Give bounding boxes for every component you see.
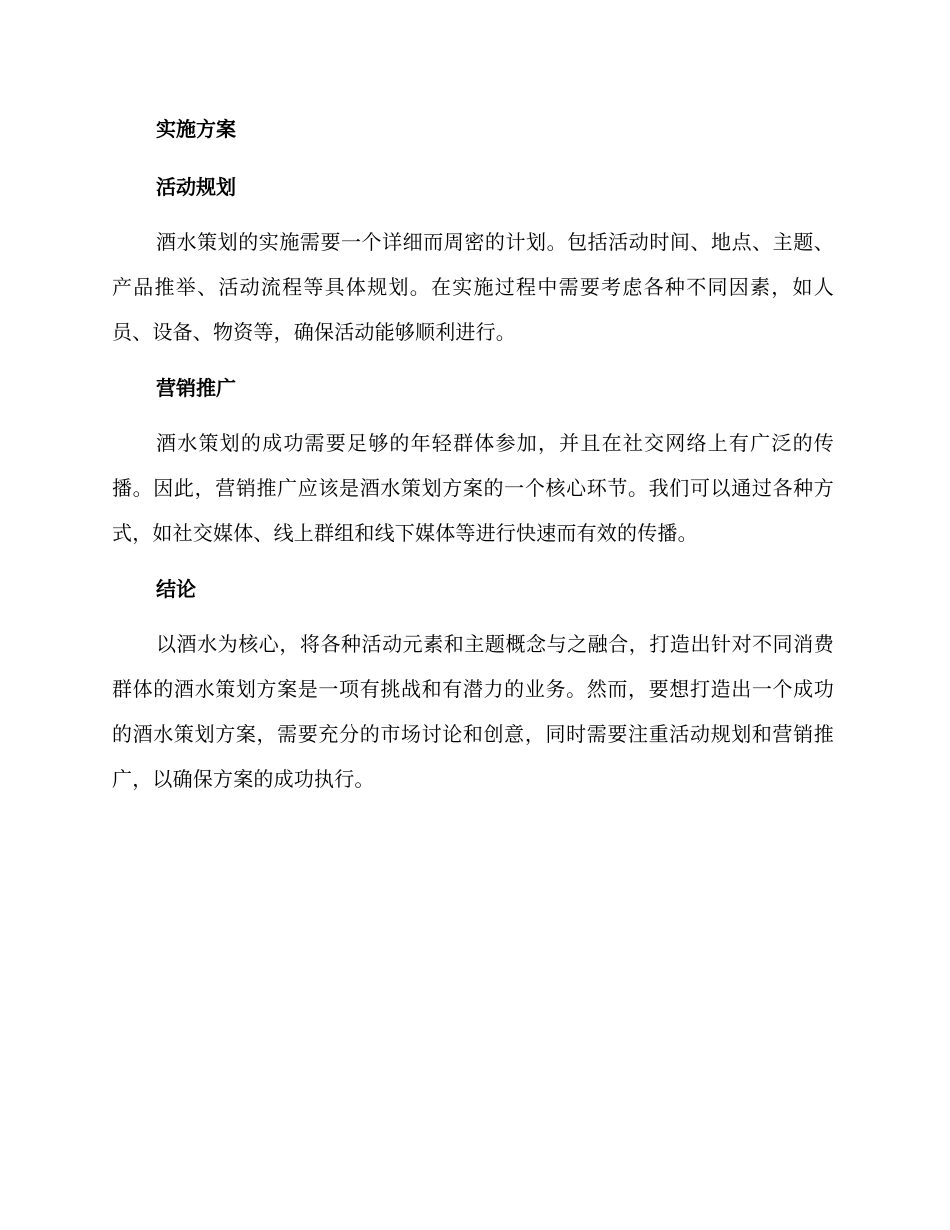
section-title: 实施方案 [156,117,236,141]
paragraph-conclusion: 以酒水为核心，将各种活动元素和主题概念与之融合，打造出针对不同消费群体的酒水策划方案是一项有挑战和有潜力的业务。然而，要想打造出一个成功的酒水策划方案，需要充分的市场讨论和创意，同时需要注重活动规划和营销推广，以确保方案的成功执行。 [112,632,834,791]
heading-marketing: 营销推广 [156,376,236,400]
document-page [112,108,834,802]
heading-activity-planning: 活动规划 [156,175,236,199]
heading-conclusion: 结论 [156,577,196,601]
paragraph-activity-planning: 酒水策划的实施需要一个详细而周密的计划。包括活动时间、地点、主题、产品推举、活动流程等具体规划。在实施过程中需要考虑各种不同因素，如人员、设备、物资等，确保活动能够顺利进行。 [112,230,834,344]
paragraph-marketing: 酒水策划的成功需要足够的年轻群体参加，并且在社交网络上有广泛的传播。因此，营销推广应该是酒水策划方案的一个核心环节。我们可以通过各种方式，如社交媒体、线上群组和线下媒体等进行快速而有效的传播。 [112,431,834,545]
